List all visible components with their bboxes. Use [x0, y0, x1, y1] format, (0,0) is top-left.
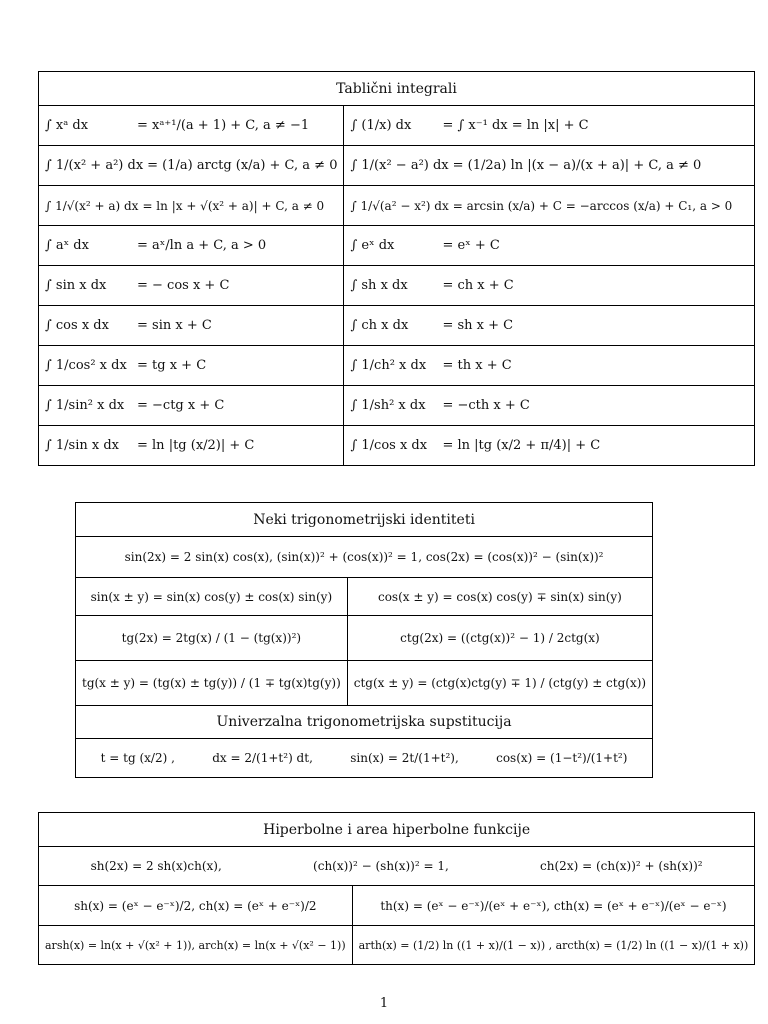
integral-rhs: = aˣ/ln a + C, a > 0: [137, 238, 267, 253]
integral-lhs: ∫ ch x dx: [350, 318, 409, 333]
trig-identities-table: [75, 502, 653, 778]
integral-lhs: ∫ 1/sin x dx: [45, 438, 120, 453]
integral-lhs: ∫ sh x dx: [350, 278, 408, 293]
table-row: [39, 106, 755, 146]
integral-lhs: ∫ 1/√(a² − x²) dx: [350, 198, 449, 213]
hyper-pythagorean: (ch(x))² − (sh(x))² = 1,: [313, 859, 449, 873]
integral-rhs: = − cos x + C: [137, 278, 230, 293]
hyperbolic-table: [38, 812, 755, 965]
table-row: [39, 186, 755, 226]
substitution-row: [82, 751, 646, 765]
subst-dx: dx = 2/(1+t²) dt,: [212, 751, 313, 765]
trig-ctg-double: ctg(2x) = ((ctg(x))² − 1) / 2ctg(x): [347, 616, 652, 661]
integral-lhs: ∫ eˣ dx: [350, 238, 395, 253]
integrals-table: [38, 71, 755, 466]
hyper-th-cth-def: th(x) = (eˣ − e⁻ˣ)/(eˣ + e⁻ˣ), cth(x) = (eˣ + e⁻ˣ)/(eˣ − e⁻ˣ): [352, 886, 755, 926]
subst-cos: cos(x) = (1−t²)/(1+t²): [496, 751, 628, 765]
integral-rhs: = eˣ + C: [442, 238, 500, 253]
integral-lhs: ∫ 1/(x² − a²) dx: [350, 158, 449, 173]
trig-title: Neki trigonometrijski identiteti: [76, 503, 653, 537]
table-row: [39, 386, 755, 426]
integral-rhs: = arcsin (x/a) + C = −arccos (x/a) + C₁, a > 0: [452, 198, 733, 213]
subst-t: t = tg (x/2) ,: [100, 751, 175, 765]
hyper-title: Hiperbolne i area hiperbolne funkcije: [39, 813, 755, 847]
integral-rhs: = sin x + C: [137, 318, 212, 333]
trig-tg-double: tg(2x) = 2tg(x) / (1 − (tg(x))²): [76, 616, 348, 661]
integral-rhs: = (1/2a) ln |(x − a)/(x + a)| + C, a ≠ 0: [452, 158, 702, 173]
integral-lhs: ∫ 1/sin² x dx: [45, 398, 125, 413]
area-th-cth-def: arth(x) = (1/2) ln ((1 + x)/(1 − x)) , arcth(x) = (1/2) ln ((1 − x)/(1 + x)): [352, 926, 755, 965]
integral-rhs: = th x + C: [442, 358, 512, 373]
subst-sin: sin(x) = 2t/(1+t²),: [350, 751, 459, 765]
hyper-ch-double: ch(2x) = (ch(x))² + (sh(x))²: [540, 859, 703, 873]
integral-lhs: ∫ 1/ch² x dx: [350, 358, 427, 373]
integral-rhs: = sh x + C: [442, 318, 514, 333]
hyper-sh-double: sh(2x) = 2 sh(x)ch(x),: [90, 859, 222, 873]
integral-lhs: ∫ 1/√(x² + a) dx: [45, 198, 139, 213]
integral-lhs: ∫ xᵃ dx: [45, 118, 89, 133]
integral-rhs: = −cth x + C: [442, 398, 530, 413]
table-row: [39, 146, 755, 186]
integral-rhs: = xᵃ⁺¹/(a + 1) + C, a ≠ −1: [137, 118, 310, 133]
integral-lhs: ∫ 1/(x² + a²) dx: [45, 158, 144, 173]
integral-rhs: = ch x + C: [442, 278, 514, 293]
trig-sin-sum: sin(x ± y) = sin(x) cos(y) ± cos(x) sin(y): [76, 578, 348, 616]
integral-rhs: = ln |tg (x/2)| + C: [137, 438, 255, 453]
integral-rhs: = ln |x + √(x² + a)| + C, a ≠ 0: [142, 198, 325, 213]
trig-cos-sum: cos(x ± y) = cos(x) cos(y) ∓ sin(x) sin(y): [347, 578, 652, 616]
integral-lhs: ∫ 1/cos² x dx: [45, 358, 127, 373]
integral-rhs: = (1/a) arctg (x/a) + C, a ≠ 0: [147, 158, 338, 173]
integral-lhs: ∫ sin x dx: [45, 278, 107, 293]
table-row: [39, 346, 755, 386]
area-sh-ch-def: arsh(x) = ln(x + √(x² + 1)), arch(x) = ln(x + √(x² − 1)): [39, 926, 353, 965]
integral-rhs: = ln |tg (x/2 + π/4)| + C: [442, 438, 601, 453]
integrals-title: Tablični integrali: [39, 72, 755, 106]
trig-tg-sum: tg(x ± y) = (tg(x) ± tg(y)) / (1 ∓ tg(x)tg(y)): [76, 661, 348, 706]
page-number: 1: [379, 996, 389, 1011]
integral-rhs: = −ctg x + C: [137, 398, 225, 413]
table-row: [39, 306, 755, 346]
table-row: [39, 426, 755, 466]
integral-rhs: = tg x + C: [137, 358, 207, 373]
trig-ctg-sum: ctg(x ± y) = (ctg(x)ctg(y) ∓ 1) / (ctg(y) ± ctg(x)): [347, 661, 652, 706]
hyper-identities-row: [45, 859, 748, 873]
hyper-sh-ch-def: sh(x) = (eˣ − e⁻ˣ)/2, ch(x) = (eˣ + e⁻ˣ)/2: [39, 886, 353, 926]
integral-lhs: ∫ 1/cos x dx: [350, 438, 428, 453]
integral-lhs: ∫ (1/x) dx: [350, 118, 412, 133]
trig-row-double-angle: sin(2x) = 2 sin(x) cos(x), (sin(x))² + (cos(x))² = 1, cos(2x) = (cos(x))² − (sin(x))²: [76, 537, 653, 578]
integral-lhs: ∫ aˣ dx: [45, 238, 89, 253]
substitution-title: Univerzalna trigonometrijska supstitucija: [76, 706, 653, 739]
integral-lhs: ∫ 1/sh² x dx: [350, 398, 426, 413]
integral-lhs: ∫ cos x dx: [45, 318, 109, 333]
table-row: [39, 266, 755, 306]
integral-rhs: = ∫ x⁻¹ dx = ln |x| + C: [442, 118, 589, 133]
table-row: [39, 226, 755, 266]
